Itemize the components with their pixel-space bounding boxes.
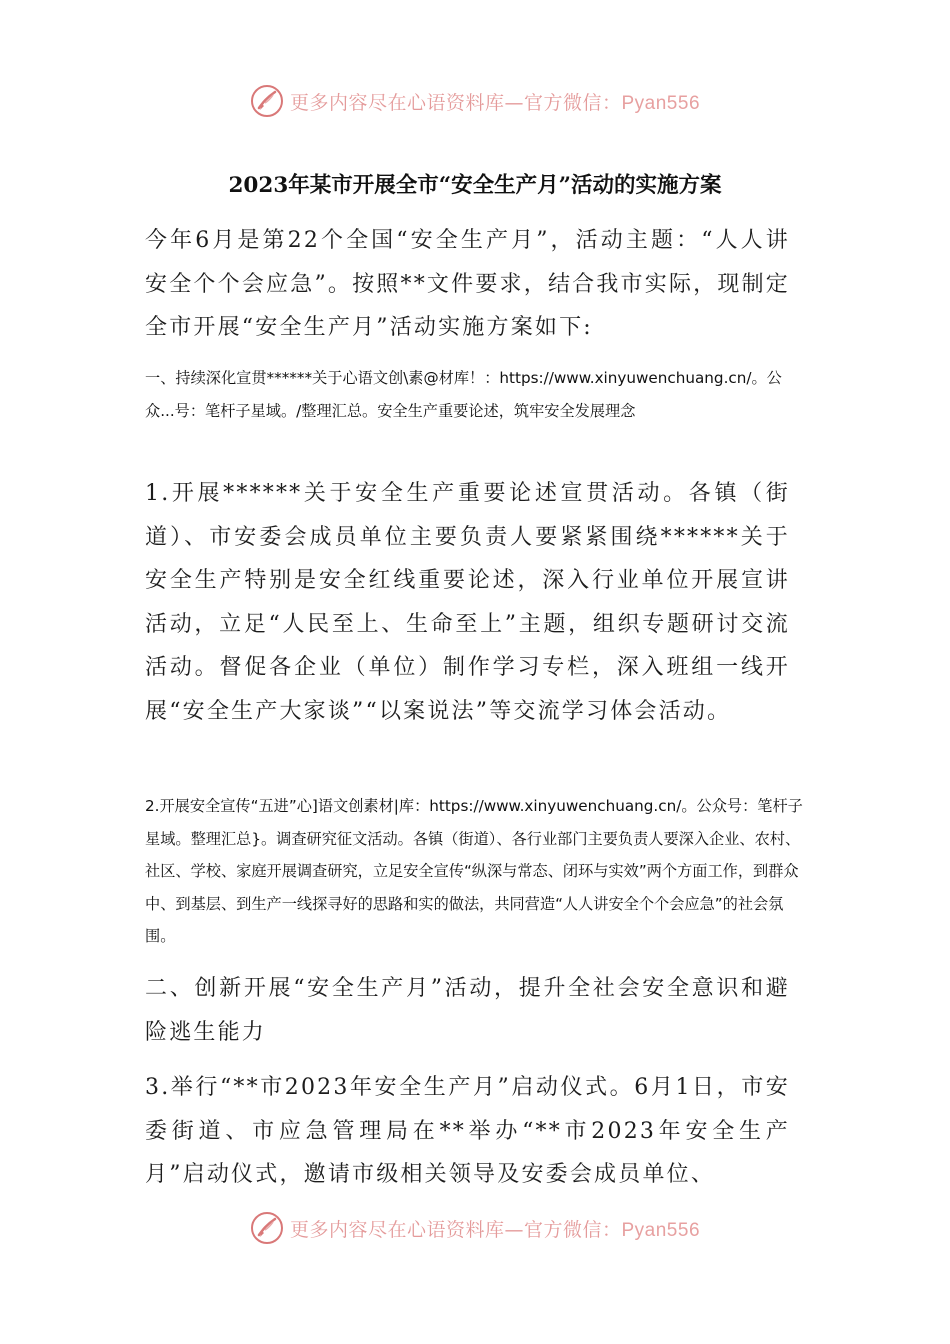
document-title: 2023年某市开展全市“安全生产月”活动的实施方案 (228, 173, 722, 198)
item-1-paragraph: 1.开展******关于安全生产重要论述宣贯活动。各镇（街道）、市安委会成员单位主要负责人要紧紧围绕******关于安全生产特别是安全红线重要论述，深入行业单位开展宣讲活动，立足“人民至上、生命至上”主题，组织专题研讨交流活动。督促各企业（单位）制作学习专栏，深入班组一线开展“安全生产大家谈”“以案说法”等交流学习体会活动。 (145, 481, 790, 724)
item-3-paragraph: 3.举行“**市2023年安全生产月”启动仪式。6月1日，市安委街道、市应急管理局在**举办“**市2023年安全生产月”启动仪式，邀请市级相关领导及安委会成员单位、 (145, 1075, 790, 1187)
pen-logo-icon (250, 1211, 284, 1245)
pen-logo-icon (250, 84, 284, 118)
watermark-wechat-id: Pyan556 (621, 1219, 701, 1241)
section-two-heading: 二、创新开展“安全生产月”活动，提升全社会安全意识和避险逃生能力 (145, 976, 790, 1045)
watermark-wechat-id: Pyan556 (621, 92, 701, 114)
watermark-text: 更多内容尽在心语资料库—官方微信：Pyan556 (289, 91, 701, 114)
item-2-paragraph: 2.开展安全宣传“五进”心]语文创素材|库：https://www.xinyuwenchuang.cn/。公众号：笔杆子星域。整理汇总}。调查研究征文活动。各镇（街道）、各行业部门主要负责人要深入企业、农村、社区、学校、家庭开展调查研究，立足安全宣传“纵深与常态、闭环与实效”两个方面工作，到群众中、到基层、到生产一线探寻好的思路和实的做法，共同营造“人人讲安全个个会应急”的社会氛围。 (145, 797, 803, 946)
intro-paragraph: 今年6月是第22个全国“安全生产月”，活动主题：“人人讲安全个个会应急”。按照**文件要求，结合我市实际，现制定全市开展“安全生产月”活动实施方案如下: (145, 228, 790, 340)
watermark-text: 更多内容尽在心语资料库—官方微信：Pyan556 (289, 1218, 701, 1241)
section-one-heading: 一、持续深化宣贯******关于心语文创\素@材库！：https://www.xinyuwenchuang.cn/。公众...号：笔杆子星域。/整理汇总。安全生产重要论述，筑牢安全发展理念 (145, 369, 782, 420)
watermark-footer (0, 1211, 950, 1245)
watermark-header (0, 84, 950, 118)
